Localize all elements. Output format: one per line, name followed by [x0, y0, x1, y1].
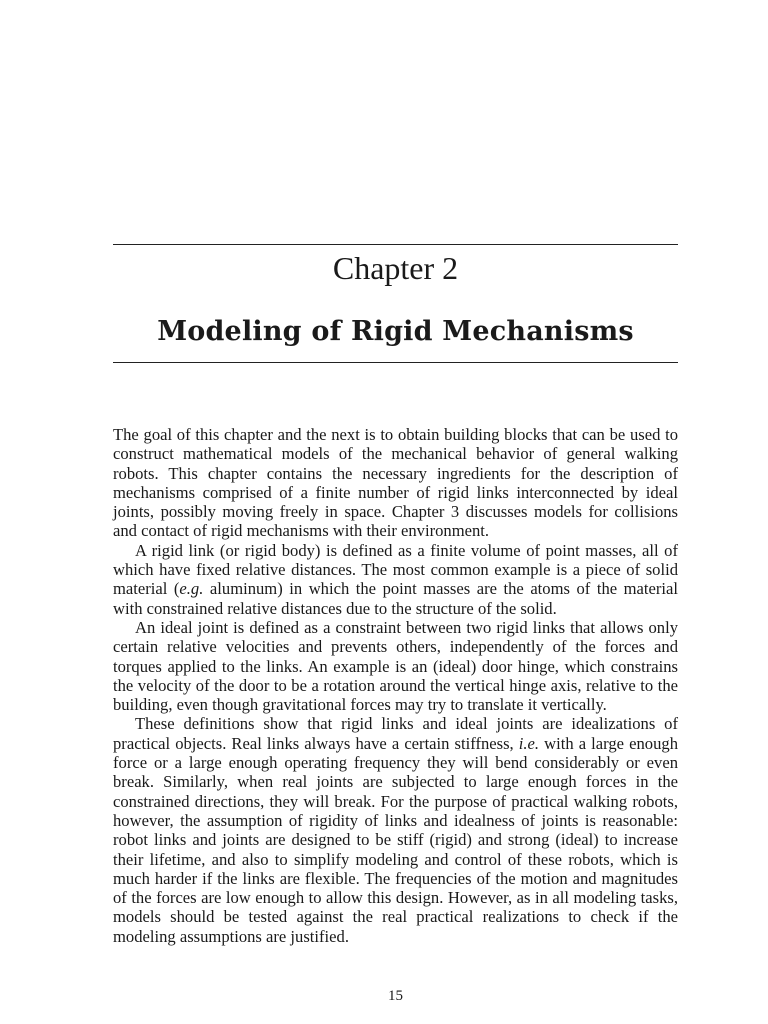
chapter-label: Chapter 2	[332, 250, 459, 286]
paragraph-italic: e.g.	[179, 579, 204, 599]
chapter-top-rule	[113, 244, 678, 245]
paragraph-text: with a large enough force or a large enough operating frequency they will bend considerably or even break. Similarly, when real joints are subjected to large enough forces in the constrained directions, they will break. For the purpose of practical walking robots, however, the assumption of rigidity of links and idealness of joints is reasonable: robot links and joints are designed to be stiff (rigid) and strong (ideal) to increase their lifetime, and also to simplify modeling and control of these robots, which is much harder if the links are flexible. The frequencies of the motion and magnitudes of the forces are low enough to allow this design. However, as in all modeling tasks, models should be tested against the real practical realizations to check if the modeling assumptions are justified.	[113, 733, 678, 946]
paragraph-text: These definitions show that rigid links and ideal joints are idealizations of practical objects. Real links always have a certain stiffness,	[113, 714, 678, 753]
paragraph-definitions	[113, 714, 678, 946]
chapter-title: Modeling of Rigid Mechanisms	[157, 316, 634, 347]
paragraph-text: A rigid link (or rigid body) is defined as a finite volume of point masses, all of which have fixed relative distances. The most common example is a piece of solid material (	[113, 540, 678, 599]
paragraph-goal	[113, 425, 678, 541]
paragraph-ideal-joint	[113, 618, 678, 714]
paragraph-text: The goal of this chapter and the next is to obtain building blocks that can be used to construct mathematical models of the mechanical behavior of general walking robots. This chapter contains the necessary ingredients for the description of mechanisms comprised of a finite number of rigid links interconnected by ideal joints, possibly moving freely in space. Chapter 3 discusses models for collisions and contact of rigid mechanisms with their environment.	[113, 425, 678, 541]
paragraph-text: aluminum) in which the point masses are the atoms of the material with constrained relative distances due to the structure of the solid.	[113, 579, 678, 618]
paragraph-rigid-link	[113, 541, 678, 618]
paragraph-italic: i.e.	[518, 733, 540, 753]
page-number: 15	[388, 988, 403, 1004]
chapter-bottom-rule	[113, 362, 678, 363]
body-text	[113, 425, 678, 946]
paragraph-text: An ideal joint is defined as a constraint between two rigid links that allows only certain relative velocities and prevents others, independently of the forces and torques applied to the links. An example is an (ideal) door hinge, which constrains the velocity of the door to be a rotation around the vertical hinge axis, relative to the building, even though gravitational forces may try to translate it vertically.	[113, 617, 678, 715]
